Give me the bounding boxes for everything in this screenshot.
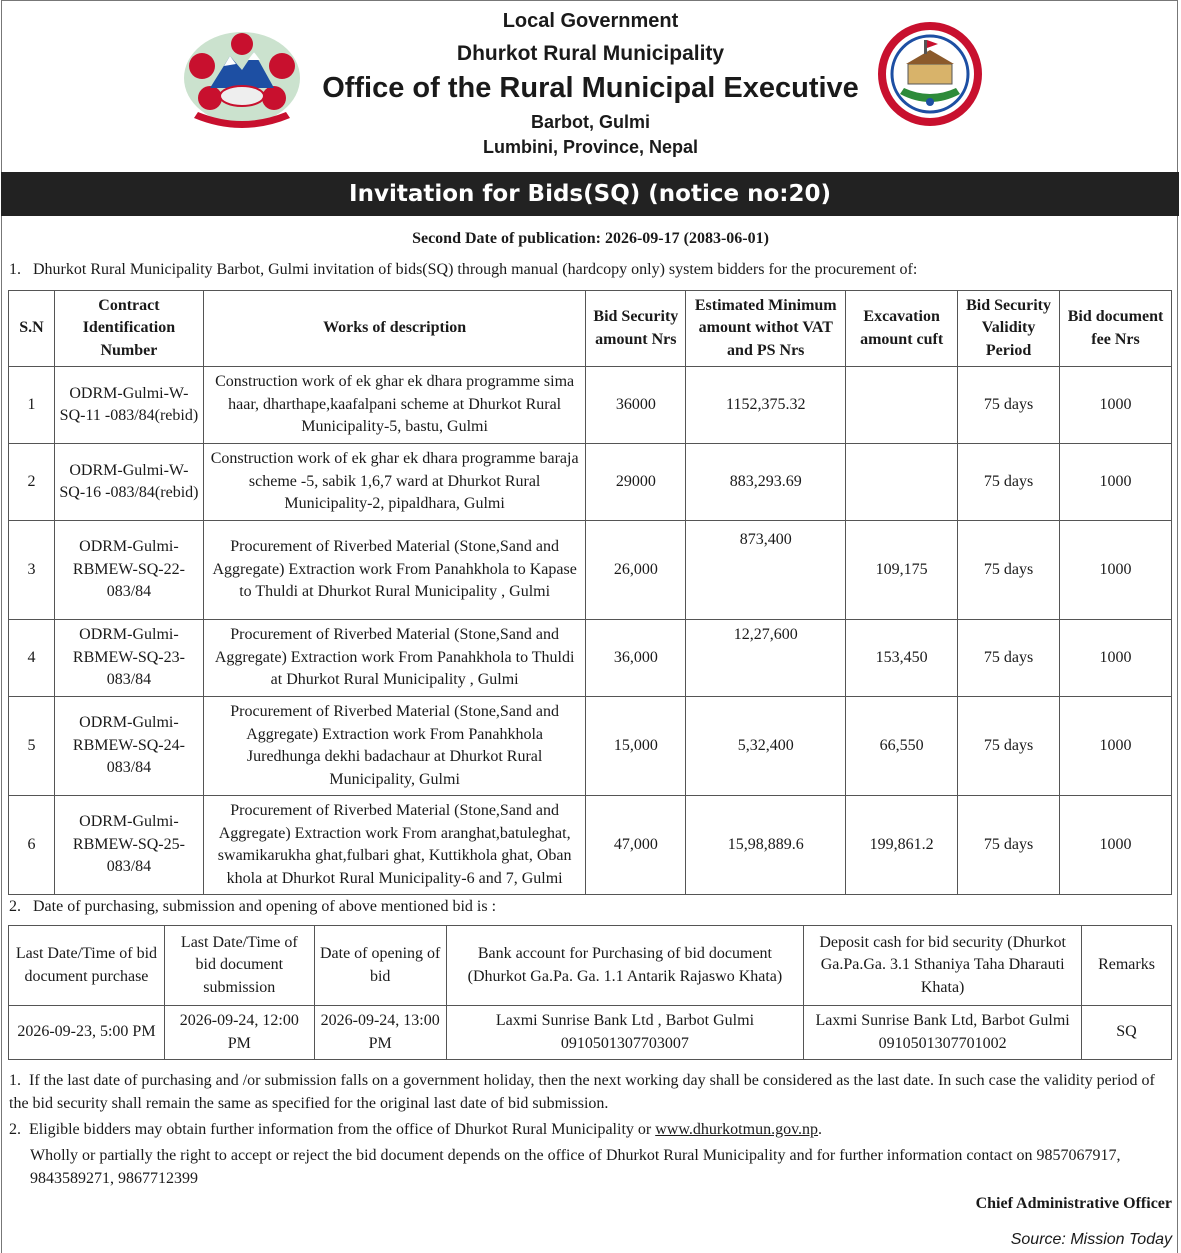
- cell-contract-id: ODRM-Gulmi-W-SQ-11 -083/84(rebid): [54, 367, 203, 444]
- cell-deposit-security: Laxmi Sunrise Bank Ltd, Barbot Gulmi 0910501307701002: [804, 1006, 1082, 1060]
- cell-estimate: 873,400: [686, 521, 846, 620]
- col-header-purchase-date: Last Date/Time of bid document purchase: [9, 926, 165, 1006]
- note-holiday: 1. If the last date of purchasing and /or submission falls on a government holiday, then the next working day shall be considered as the last date. In such case the validity period of the bid security shall remain the same as specified for the original last date of bid submission.: [9, 1072, 1155, 1112]
- col-header-bid-security: Bid Security amount Nrs: [586, 291, 686, 367]
- cell-validity: 75 days: [958, 796, 1060, 895]
- cell-bid-security: 15,000: [586, 697, 686, 796]
- schedule-header-row: [9, 926, 1172, 1006]
- cell-excavation: [846, 367, 958, 444]
- col-header-excavation: Excavation amount cuft: [846, 291, 958, 367]
- municipality-logo-icon: [878, 20, 982, 130]
- bids-table: [8, 290, 1172, 895]
- cell-excavation: 199,861.2: [846, 796, 958, 895]
- cell-excavation: 109,175: [846, 521, 958, 620]
- cell-fee: 1000: [1060, 697, 1172, 796]
- source-credit: Source: Mission Today: [1010, 1231, 1172, 1248]
- cell-bid-security: 36000: [586, 367, 686, 444]
- cell-estimate: 883,293.69: [686, 444, 846, 521]
- cell-description: Construction work of ek ghar ek dhara programme sima haar, dharthape,kaafalpani scheme at Dhurkot Rural Municipality-5, bastu, Gulmi: [203, 367, 586, 444]
- cell-fee: 1000: [1060, 444, 1172, 521]
- cell-description: Procurement of Riverbed Material (Stone,Sand and Aggregate) Extraction work From Panahkhola to Kapase to Thuldi at Dhurkot Rural Municipality , Gulmi: [203, 521, 586, 620]
- cell-excavation: 153,450: [846, 620, 958, 697]
- header-line-2: Dhurkot Rural Municipality: [456, 42, 725, 65]
- cell-fee: 1000: [1060, 620, 1172, 697]
- cell-sn: 6: [9, 796, 55, 895]
- letterhead: [0, 0, 1181, 172]
- cell-bid-security: 29000: [586, 444, 686, 521]
- intro-paragraph: 1. Dhurkot Rural Municipality Barbot, Gulmi invitation of bids(SQ) through manual (hardcopy only) system bidders for the procurement of:: [9, 261, 918, 278]
- header-office-title: Office of the Rural Municipal Executive: [322, 72, 859, 104]
- col-header-description: Works of description: [203, 291, 586, 367]
- cell-bid-security: 47,000: [586, 796, 686, 895]
- header-line-1: Local Government: [502, 10, 679, 32]
- col-header-opening-date: Date of opening of bid: [314, 926, 446, 1006]
- cell-remarks: SQ: [1082, 1006, 1172, 1060]
- table-row: [9, 521, 1172, 620]
- cell-purchase-date: 2026-09-23, 5:00 PM: [9, 1006, 165, 1060]
- table-row: [9, 1006, 1172, 1060]
- website-link[interactable]: www.dhurkotmun.gov.np: [655, 1121, 819, 1138]
- cell-sn: 1: [9, 367, 55, 444]
- publication-date: Second Date of publication: 2026-09-17 (2083-06-01): [412, 230, 769, 247]
- cell-contract-id: ODRM-Gulmi-RBMEW-SQ-24-083/84: [54, 697, 203, 796]
- col-header-validity: Bid Security Validity Period: [958, 291, 1060, 367]
- table-row: [9, 697, 1172, 796]
- cell-submission-date: 2026-09-24, 12:00 PM: [164, 1006, 314, 1060]
- cell-sn: 5: [9, 697, 55, 796]
- table-row: [9, 367, 1172, 444]
- col-header-submission-date: Last Date/Time of bid document submission: [164, 926, 314, 1006]
- note-information-end: .: [818, 1121, 823, 1138]
- col-header-sn: S.N: [9, 291, 55, 367]
- schedule-table: [8, 925, 1172, 1060]
- col-header-estimate: Estimated Minimum amount withot VAT and PS Nrs: [686, 291, 846, 367]
- table-row: [9, 796, 1172, 895]
- cell-description: Procurement of Riverbed Material (Stone,Sand and Aggregate) Extraction work From aranghat,batuleghat, swamikarukha ghat,fulbari ghat, Kuttikhola ghat, Oban khola at Dhurkot Rural Municipality-6 and 7, Gulmi: [203, 796, 586, 895]
- col-header-fee: Bid document fee Nrs: [1060, 291, 1172, 367]
- col-header-contract-id: Contract Identification Number: [54, 291, 203, 367]
- cell-sn: 3: [9, 521, 55, 620]
- table-header-row: [9, 291, 1172, 367]
- note-information: [9, 1119, 1174, 1142]
- cell-description: Procurement of Riverbed Material (Stone,Sand and Aggregate) Extraction work From Panahkhola Juredhunga dekhi badachaur at Dhurkot Rural Municipality, Gulmi: [203, 697, 586, 796]
- cell-estimate: 1152,375.32: [686, 367, 846, 444]
- header-address-2: Lumbini, Province, Nepal: [482, 137, 699, 157]
- header-address-1: Barbot, Gulmi: [530, 112, 650, 132]
- cell-validity: 75 days: [958, 367, 1060, 444]
- col-header-deposit-security: Deposit cash for bid security (Dhurkot Ga.Pa.Ga. 3.1 Sthaniya Taha Dharauti Khata): [804, 926, 1082, 1006]
- cell-fee: 1000: [1060, 367, 1172, 444]
- cell-fee: 1000: [1060, 521, 1172, 620]
- cell-contract-id: ODRM-Gulmi-W-SQ-16 -083/84(rebid): [54, 444, 203, 521]
- note-information-text: 2. Eligible bidders may obtain further information from the office of Dhurkot Rural Municipality or: [9, 1121, 656, 1138]
- notice-banner: Invitation for Bids(SQ) (notice no:20): [1, 172, 1179, 216]
- cell-description: Construction work of ek ghar ek dhara programme baraja scheme -5, sabik 1,6,7 ward at Dhurkot Rural Municipality-2, pipaldhara, Gulmi: [203, 444, 586, 521]
- cell-fee: 1000: [1060, 796, 1172, 895]
- table-row: [9, 620, 1172, 697]
- cell-bid-security: 26,000: [586, 521, 686, 620]
- table-row: [9, 444, 1172, 521]
- cell-estimate: 5,32,400: [686, 697, 846, 796]
- cell-contract-id: ODRM-Gulmi-RBMEW-SQ-22-083/84: [54, 521, 203, 620]
- cell-description: Procurement of Riverbed Material (Stone,Sand and Aggregate) Extraction work From Panahkhola to Thuldi at Dhurkot Rural Municipality , Gulmi: [203, 620, 586, 697]
- col-header-remarks: Remarks: [1082, 926, 1172, 1006]
- cell-contract-id: ODRM-Gulmi-RBMEW-SQ-23-083/84: [54, 620, 203, 697]
- note-rights: Wholly or partially the right to accept or reject the bid document depends on the office of Dhurkot Rural Municipality and for further information contact on 9857067917, 9843589271, 9867712399: [30, 1147, 1121, 1187]
- col-header-bank-purchase: Bank account for Purchasing of bid document (Dhurkot Ga.Pa. Ga. 1.1 Antarik Rajaswo Khata): [446, 926, 804, 1006]
- cell-excavation: [846, 444, 958, 521]
- cell-validity: 75 days: [958, 444, 1060, 521]
- cell-estimate: 12,27,600: [686, 620, 846, 697]
- cell-bank-purchase: Laxmi Sunrise Bank Ltd , Barbot Gulmi 0910501307703007: [446, 1006, 804, 1060]
- cell-opening-date: 2026-09-24, 13:00 PM: [314, 1006, 446, 1060]
- schedule-paragraph: 2. Date of purchasing, submission and opening of above mentioned bid is :: [9, 898, 497, 915]
- cell-validity: 75 days: [958, 521, 1060, 620]
- cell-validity: 75 days: [958, 697, 1060, 796]
- cell-bid-security: 36,000: [586, 620, 686, 697]
- cell-excavation: 66,550: [846, 697, 958, 796]
- signature: Chief Administrative Officer: [975, 1195, 1172, 1212]
- cell-estimate: 15,98,889.6: [686, 796, 846, 895]
- cell-contract-id: ODRM-Gulmi-RBMEW-SQ-25-083/84: [54, 796, 203, 895]
- cell-sn: 2: [9, 444, 55, 521]
- cell-sn: 4: [9, 620, 55, 697]
- cell-validity: 75 days: [958, 620, 1060, 697]
